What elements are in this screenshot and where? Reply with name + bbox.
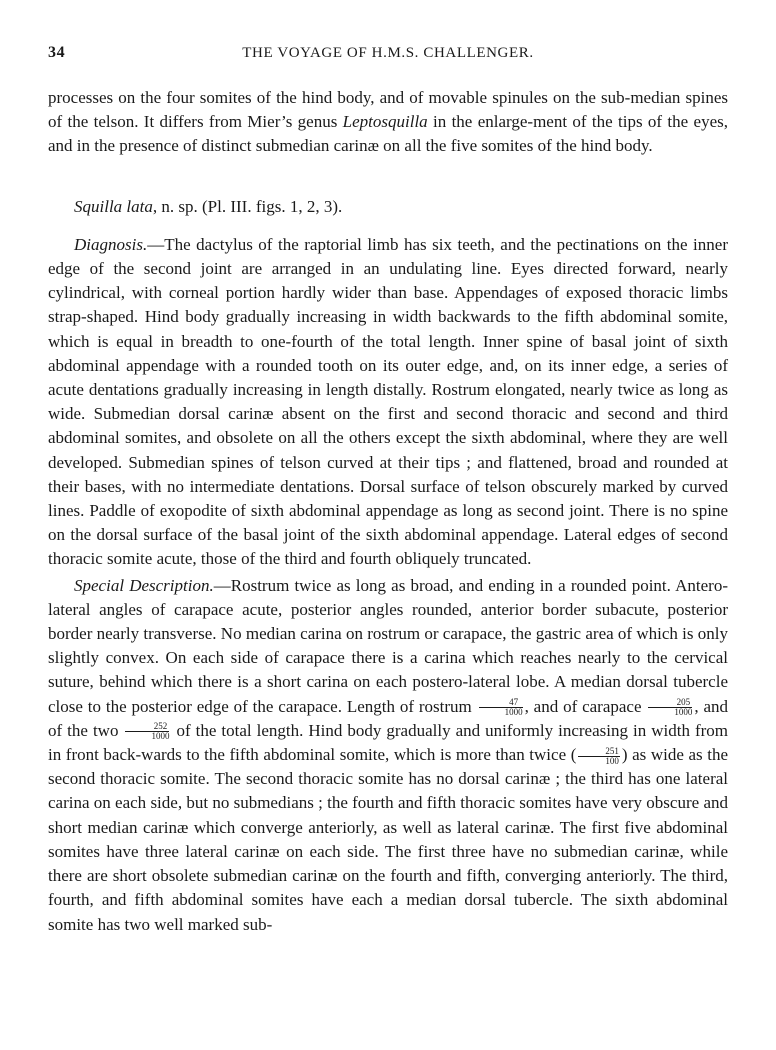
species-heading [48, 195, 728, 219]
running-head: THE VOYAGE OF H.M.S. CHALLENGER. [242, 45, 534, 61]
fraction-rostrum [479, 698, 523, 717]
intro-text-1: processes on the four somites of the hind body, and of movable spinules on the sub-median spines of the telson. It differs from Mier’s genus [48, 88, 728, 132]
species-name: Squilla lata [74, 196, 153, 216]
special-text-4: of the total length. Hind body gradually and uniformly increasing in width from in front back-wards to the fifth abdominal somite, which is more than twice ( [48, 720, 728, 765]
fraction-width [578, 747, 620, 766]
special-text-1: —Rostrum twice as long as broad, and ending in a rounded point. Antero-lateral angles of carapace acute, posterior angles rounded, anterior border subacute, posterior border nearly transverse. No median carina on rostrum or carapace, the gastric area of which is only slightly convex. On each side of carapace there is a carina which reaches nearly to the cervical suture, behind which there is a short carina on each postero-lateral lobe. A median dorsal tubercle close to the posterior edge of the carapace. Length of rostrum [48, 575, 729, 716]
fraction-two-numerator: 252 [125, 722, 169, 732]
special-text-5: ) as wide as the second thoracic somite. The second thoracic somite has no dorsal carinæ ; the third has one lateral carina on each side, but no submedians ; the fourth and fifth thoracic somites have very obscure and short median carinæ which converge anteriorly, as well as lateral carinæ. The first five abdominal somites have three lateral carinæ on each side. The first three have no submedian carinæ, while there are short obsolete submedian carinæ on the fourth and fifth, converging anteriorly. The third, fourth, and fifth abdominal somites have each a median dorsal tubercle. The sixth abdominal somite has two well marked sub- [48, 745, 728, 934]
fraction-two-denominator: 1000 [151, 731, 170, 742]
intro-paragraph [48, 86, 728, 159]
page [48, 44, 728, 937]
special-text-3: , and of the two [48, 696, 729, 740]
special-description-paragraph [48, 574, 728, 937]
fraction-carapace-numerator: 205 [648, 698, 692, 708]
diagnosis-text: —The dactylus of the raptorial limb has six teeth, and the pectinations on the inner edge of the second joint are arranged in an undulating line. Eyes directed forward, nearly cylindrical, with corneal portion hardly wider than base. Appendages of exposed thoracic limbs strap-shaped. Hind body gradually increasing in width backwards to the fifth abdominal somite, which is equal in breadth to one-fourth of the total length. Inner spine of basal joint of sixth abdominal appendage with a rounded tooth on its outer edge, and, on its inner edge, a series of acute dentations gradually increasing in length distally. Rostrum elongated, nearly twice as long as wide. Submedian dorsal carinæ absent on the first and second thoracic and second and third abdominal somites, and obsolete on all the others except the sixth abdominal, where they are well developed. Submedian spines of telson curved at their tips ; and flattened, broad and rounded at their bases, with no intermediate dentations. Dorsal surface of telson obscurely marked by curved lines. Paddle of exopodite of sixth abdominal appendage as long as second joint. There is no spine on the dorsal surface of the basal joint of the sixth abdominal appendage. Lateral edges of second thoracic somite acute, those of the third and fourth obliquely truncated. [48, 234, 728, 569]
fraction-rostrum-denominator: 1000 [504, 707, 523, 718]
special-description-label: Special Description. [74, 575, 214, 595]
fraction-two [125, 722, 169, 741]
intro-text-2: in the enlarge-ment of the tips of the eyes, and in the presence of distinct submedian carinæ on all the five somites of the hind body. [48, 112, 728, 156]
fraction-carapace [648, 698, 692, 717]
diagnosis-label: Diagnosis. [74, 234, 148, 254]
fraction-width-numerator: 251 [578, 747, 620, 757]
species-reference: , n. sp. (Pl. III. figs. 1, 2, 3). [152, 196, 343, 216]
genus-name: Leptosquilla [342, 112, 428, 132]
page-header [48, 44, 728, 70]
fraction-rostrum-numerator: 47 [479, 698, 523, 708]
special-text-2: , and of carapace [524, 696, 647, 716]
fraction-width-denominator: 100 [605, 755, 619, 766]
fraction-carapace-denominator: 1000 [674, 707, 693, 718]
page-number: 34 [48, 44, 66, 61]
diagnosis-paragraph [48, 233, 728, 572]
